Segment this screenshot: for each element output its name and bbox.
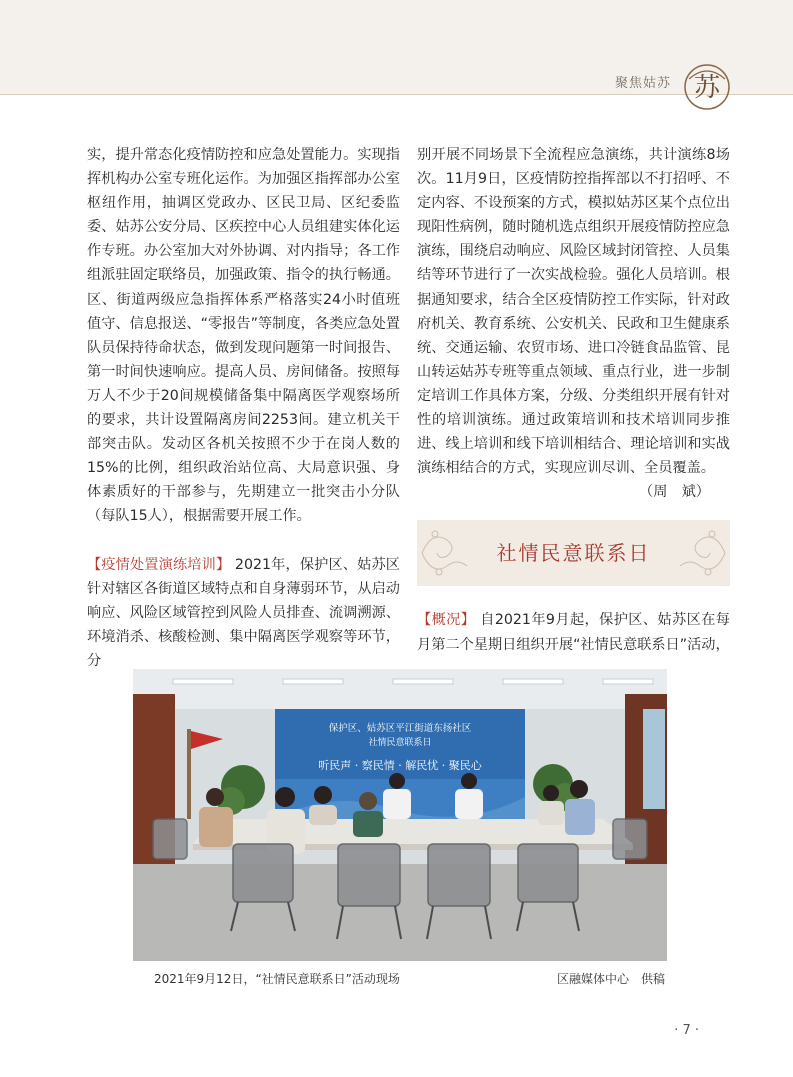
screen-line-1: 保护区、姑苏区平江街道东扬社区 (328, 723, 472, 734)
left-paragraph-1: 实，提升常态化疫情防控和应急处置能力。实现指挥机构办公室专班化运作。为加强区指挥部办公室枢纽作用，抽调区党政办、区民卫局、区纪委监委、姑苏公安分局、区疾控中心人员组建实体化运作专班。办公室加大对外协调、对内指导；各工作组派驻固定联络员，加强政策、指令的执行畅通。区、街道两级应急指挥体系严格落实24小时值班值守、信息报送、“零报告”等制度，各类应急处置队员保持待命状态，做到发现问题第一时间报告、第一时间快速响应。提高人员、房间储备。按照每万人不少于20间规模储备集中隔离医学观察场所的要求，共计设置隔离房间2253间。建立机关干部突击队。发动区各机关按照不少于在岗人数的15%的比例，组织政治站位高、大局意识强、身体素质好的干部参与，先期建立一批突击小分队（每队15人），根据需要开展工作。 (87, 147, 400, 525)
overview-paragraph (417, 608, 730, 656)
header-divider (0, 94, 793, 95)
overview-title: 概况 (431, 612, 461, 629)
right-column (417, 143, 730, 657)
page-header (0, 0, 793, 95)
section-banner (417, 520, 730, 586)
banner-ornament-left-icon (417, 520, 487, 586)
screen-line-3: 听民声 · 察民情 · 解民忧 · 聚民心 (318, 759, 482, 772)
photo-credit: 区融媒体中心 供稿 (556, 972, 665, 986)
banner-ornament-right-icon (660, 520, 730, 586)
drill-training-title: 疫情处置演练培训 (101, 556, 216, 573)
event-photo (133, 669, 667, 961)
section-label: 聚焦姑苏 (614, 76, 671, 91)
author-signature: （周 斌） (639, 484, 710, 501)
photo-caption: 2021年9月12日，“社情民意联系日”活动现场 (154, 972, 400, 986)
overview-bracket-open: 【 (417, 612, 432, 629)
banner-title: 社情民意联系日 (496, 541, 651, 566)
drill-bracket-open: 【 (87, 556, 102, 573)
overview-text: 自2021年9月起，保护区、姑苏区在每月第二个星期日组织开展“社情民意联系日”活动， (417, 612, 730, 653)
drill-bracket-close: 】 (215, 556, 231, 573)
gusu-logo-icon (679, 57, 735, 113)
logo-glyph: 苏 (693, 73, 721, 103)
left-column (87, 143, 400, 673)
page-number: · 7 · (674, 1023, 699, 1038)
drill-training-paragraph (87, 553, 400, 673)
overview-bracket-close: 】 (460, 612, 476, 629)
screen-line-2: 社情民意联系日 (368, 738, 432, 748)
drill-training-text: 2021年，保护区、姑苏区针对辖区各街道区域特点和自身薄弱环节，从启动响应、风险区域管控到风险人员排查、流调溯源、环境消杀、核酸检测、集中隔离医学观察等环节，分 (87, 556, 400, 669)
right-paragraph-1: 别开展不同场景下全流程应急演练，共计演练8场次。11月9日，区疫情防控指挥部以不打招呼、不定内容、不设预案的方式，模拟姑苏区某个点位出现阳性病例，随时随机选点组织开展疫情防控应急演练，围绕启动响应、风险区域封闭管控、人员集结等环节进行了一次实战检验。强化人员培训。根据通知要求，结合全区疫情防控工作实际，针对政府机关、教育系统、公安机关、民政和卫生健康系统、交通运输、农贸市场、进口冷链食品监管、昆山转运姑苏专班等重点领域、重点行业，进一步制定培训工作具体方案，分级、分类组织开展有针对性的培训演练。通过政策培训和技术培训同步推进、线上培训和线下培训相结合、理论培训和实战演练相结合的方式，实现应训尽训、全员覆盖。 (417, 147, 730, 477)
